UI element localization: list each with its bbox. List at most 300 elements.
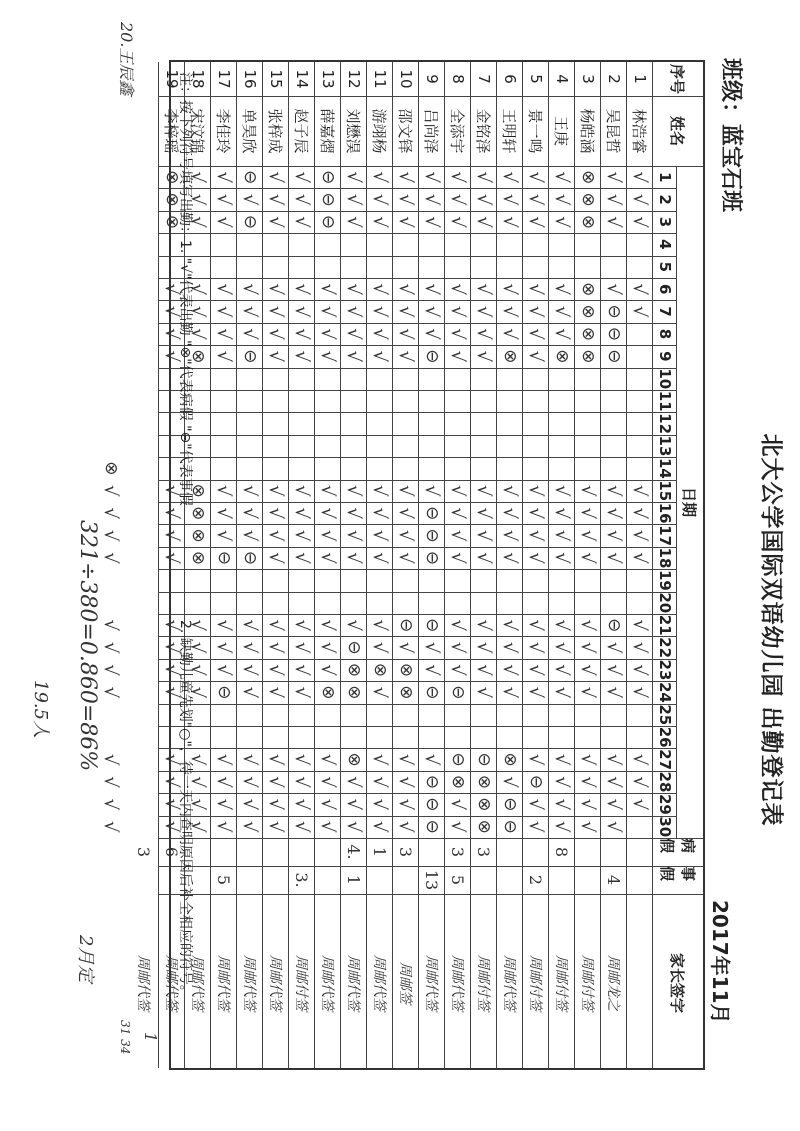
leave-count: 5 bbox=[214, 874, 234, 886]
attendance-mark-present: √ bbox=[447, 552, 469, 564]
attendance-mark-sick: ⊗ bbox=[162, 192, 182, 207]
attendance-mark-present: √ bbox=[525, 350, 547, 363]
attendance-mark-present: √ bbox=[421, 305, 443, 318]
leave-count bbox=[497, 866, 523, 894]
student-name: 王明轩 bbox=[500, 108, 519, 154]
grid-line-v bbox=[159, 547, 677, 548]
legend-note: 注：按下列符号填写出勤：1. "√"代表出勤 "⊗"代表病假 "⊖"代表事假 bbox=[177, 72, 193, 506]
attendance-mark-present: √ bbox=[629, 171, 651, 183]
attendance-mark-present: √ bbox=[447, 664, 469, 676]
attendance-mark-present: √ bbox=[603, 507, 625, 519]
attendance-mark-present: √ bbox=[291, 821, 313, 833]
attendance-mark-sick: ⊗ bbox=[578, 326, 598, 342]
grid-line-h bbox=[626, 62, 627, 1068]
attendance-mark-present: √ bbox=[395, 753, 417, 766]
sick-count bbox=[237, 838, 263, 866]
attendance-mark-leave: ⊖ bbox=[422, 819, 442, 834]
attendance-mark-present: √ bbox=[421, 753, 443, 766]
day-header-28: 28 bbox=[656, 771, 674, 793]
grid-line-v bbox=[159, 323, 677, 324]
attendance-mark-present: √ bbox=[551, 305, 573, 318]
page-title: 北大公学国际双语幼儿园 出勤登记表 bbox=[758, 433, 784, 827]
parent-signature: 周邮龙之 bbox=[605, 955, 621, 1011]
attendance-mark-present: √ bbox=[551, 686, 573, 699]
day-header-13: 13 bbox=[656, 435, 674, 457]
grid-line-h bbox=[522, 62, 523, 1068]
grid-line-v bbox=[159, 524, 677, 525]
attendance-mark-present: √ bbox=[161, 776, 183, 788]
attendance-mark-present: √ bbox=[317, 776, 339, 788]
extra-attendance-mark-present: √ bbox=[100, 821, 122, 833]
leave-count: 13 bbox=[422, 869, 442, 891]
attendance-mark-present: √ bbox=[317, 529, 339, 542]
attendance-mark-present: √ bbox=[317, 798, 339, 811]
grid-line-v bbox=[159, 569, 677, 570]
attendance-mark-present: √ bbox=[265, 753, 287, 766]
attendance-mark-present: √ bbox=[317, 507, 339, 519]
day-header-7: 7 bbox=[656, 306, 674, 317]
attendance-mark-present: √ bbox=[369, 798, 391, 811]
grid-line-h bbox=[288, 62, 289, 1068]
attendance-mark-present: √ bbox=[577, 529, 599, 542]
student-name: 吴昆哲 bbox=[604, 108, 623, 154]
legend-note-item2: 2. 缺勤儿童先划"○"，待一天内查明原因后补全相应的符号。 bbox=[177, 620, 193, 999]
row-seq: 3 bbox=[579, 74, 597, 84]
attendance-mark-leave: ⊖ bbox=[474, 752, 494, 767]
attendance-mark-leave: ⊖ bbox=[240, 550, 260, 566]
attendance-mark-present: √ bbox=[265, 305, 287, 318]
attendance-mark-present: √ bbox=[239, 529, 261, 542]
sick-count bbox=[315, 838, 341, 866]
attendance-mark-sick: ⊗ bbox=[188, 483, 208, 498]
attendance-mark-present: √ bbox=[525, 552, 547, 564]
attendance-mark-present: √ bbox=[343, 328, 365, 340]
attendance-mark-present: √ bbox=[187, 641, 209, 654]
attendance-mark-present: √ bbox=[265, 193, 287, 206]
row-seq: 16 bbox=[241, 69, 259, 89]
parent-signature: 周邮代签 bbox=[241, 955, 257, 1011]
student-name: 薛嘉熠 bbox=[318, 108, 337, 154]
header-personal-leave: 事假 bbox=[658, 866, 697, 882]
grid-line-h bbox=[314, 62, 315, 1068]
attendance-mark-present: √ bbox=[369, 193, 391, 206]
attendance-mark-present: √ bbox=[499, 216, 521, 228]
sick-count bbox=[419, 838, 445, 866]
student-name: 李佳玲 bbox=[214, 108, 233, 154]
row-seq: 7 bbox=[475, 74, 493, 84]
attendance-mark-present: √ bbox=[369, 171, 391, 183]
parent-signature: 周邮付签 bbox=[475, 955, 491, 1011]
attendance-mark-sick: ⊗ bbox=[188, 506, 208, 521]
student-name: 游翊杨 bbox=[370, 108, 389, 154]
attendance-mark-present: √ bbox=[369, 507, 391, 519]
attendance-mark-present: √ bbox=[291, 798, 313, 811]
attendance-mark-present: √ bbox=[343, 171, 365, 183]
attendance-mark-present: √ bbox=[603, 664, 625, 676]
day-header-16: 16 bbox=[656, 502, 674, 524]
attendance-mark-present: √ bbox=[447, 641, 469, 654]
row-seq: 2 bbox=[605, 74, 623, 84]
attendance-mark-present: √ bbox=[187, 328, 209, 340]
attendance-mark-present: √ bbox=[551, 507, 573, 519]
attendance-mark-present: √ bbox=[603, 216, 625, 228]
attendance-mark-sick: ⊗ bbox=[474, 774, 494, 790]
day-header-3: 3 bbox=[656, 216, 674, 228]
attendance-mark-present: √ bbox=[213, 485, 235, 497]
student-name: 吕尚泽 bbox=[422, 108, 441, 154]
day-header-10: 10 bbox=[656, 368, 674, 390]
leave-count: 1 bbox=[344, 874, 364, 886]
attendance-mark-present: √ bbox=[551, 664, 573, 676]
attendance-mark-present: √ bbox=[525, 171, 547, 183]
attendance-mark-present: √ bbox=[603, 171, 625, 183]
attendance-mark-present: √ bbox=[187, 798, 209, 811]
attendance-mark-present: √ bbox=[577, 821, 599, 833]
attendance-mark-leave: ⊖ bbox=[422, 618, 442, 633]
attendance-mark-present: √ bbox=[499, 171, 521, 183]
attendance-mark-present: √ bbox=[161, 664, 183, 676]
parent-signature: 周邮代签 bbox=[215, 955, 231, 1011]
day-header-26: 26 bbox=[656, 726, 674, 748]
attendance-mark-present: √ bbox=[187, 753, 209, 766]
student-name: 张梓成 bbox=[266, 108, 285, 154]
parent-signature: 周邮代签 bbox=[189, 955, 205, 1011]
attendance-mark-present: √ bbox=[265, 641, 287, 654]
leave-count bbox=[315, 866, 341, 894]
day-header-4: 4 bbox=[656, 239, 674, 250]
parent-signature: 周邮付签 bbox=[553, 955, 569, 1011]
attendance-mark-present: √ bbox=[629, 507, 651, 519]
attendance-mark-present: √ bbox=[499, 776, 521, 788]
attendance-mark-present: √ bbox=[525, 664, 547, 676]
attendance-mark-present: √ bbox=[291, 283, 313, 295]
attendance-mark-present: √ bbox=[291, 641, 313, 654]
sick-count: 6 bbox=[162, 846, 182, 858]
attendance-mark-leave: ⊖ bbox=[604, 304, 624, 319]
attendance-mark-present: √ bbox=[161, 485, 183, 497]
attendance-mark-leave: ⊖ bbox=[604, 326, 624, 342]
attendance-mark-present: √ bbox=[213, 328, 235, 340]
attendance-mark-sick: ⊗ bbox=[162, 214, 182, 230]
day-header-6: 6 bbox=[656, 283, 674, 295]
attendance-mark-present: √ bbox=[239, 619, 261, 631]
student-name: 杨皓涵 bbox=[578, 108, 597, 154]
attendance-mark-present: √ bbox=[317, 485, 339, 497]
leave-count bbox=[393, 866, 419, 894]
grid-line-h bbox=[548, 62, 549, 1068]
grid-line-h bbox=[158, 62, 159, 1068]
attendance-mark-present: √ bbox=[629, 193, 651, 206]
attendance-mark-present: √ bbox=[343, 821, 365, 833]
attendance-mark-present: √ bbox=[239, 283, 261, 295]
leave-count bbox=[471, 866, 497, 894]
attendance-mark-sick: ⊗ bbox=[344, 685, 364, 700]
attendance-mark-present: √ bbox=[395, 641, 417, 654]
header-sick-leave: 病假 bbox=[658, 838, 697, 854]
attendance-mark-present: √ bbox=[447, 283, 469, 295]
attendance-mark-present: √ bbox=[499, 193, 521, 206]
attendance-mark-leave: ⊖ bbox=[318, 170, 338, 185]
attendance-mark-present: √ bbox=[161, 619, 183, 631]
attendance-mark-leave: ⊖ bbox=[500, 797, 520, 812]
attendance-mark-present: √ bbox=[551, 776, 573, 788]
extra-parent-signature: 周邮代签 bbox=[135, 955, 151, 1011]
grid-line-v bbox=[159, 894, 703, 895]
attendance-mark-present: √ bbox=[369, 529, 391, 542]
sick-count bbox=[211, 838, 237, 866]
attendance-mark-present: √ bbox=[187, 283, 209, 295]
attendance-mark-present: √ bbox=[369, 350, 391, 363]
attendance-mark-present: √ bbox=[603, 283, 625, 295]
grid-line-v bbox=[159, 838, 703, 839]
sick-count: 1 bbox=[370, 846, 390, 858]
attendance-mark-present: √ bbox=[187, 686, 209, 699]
leave-count: 4 bbox=[604, 874, 624, 886]
attendance-mark-leave: ⊖ bbox=[422, 774, 442, 790]
attendance-mark-present: √ bbox=[499, 529, 521, 542]
attendance-mark-present: √ bbox=[213, 821, 235, 833]
leave-count bbox=[237, 866, 263, 894]
attendance-mark-present: √ bbox=[473, 305, 495, 318]
attendance-mark-leave: ⊖ bbox=[240, 349, 260, 364]
attendance-mark-present: √ bbox=[577, 798, 599, 811]
attendance-mark-present: √ bbox=[629, 776, 651, 788]
attendance-mark-present: √ bbox=[395, 171, 417, 183]
attendance-mark-present: √ bbox=[265, 350, 287, 363]
attendance-mark-present: √ bbox=[577, 485, 599, 497]
attendance-mark-present: √ bbox=[213, 641, 235, 654]
attendance-mark-present: √ bbox=[187, 821, 209, 833]
extra-attendance-mark-present: √ bbox=[100, 485, 122, 497]
grid-line-h bbox=[392, 62, 393, 1068]
attendance-mark-present: √ bbox=[213, 753, 235, 766]
day-header-27: 27 bbox=[656, 749, 674, 771]
sick-count bbox=[497, 838, 523, 866]
day-header-9: 9 bbox=[656, 351, 674, 362]
day-header-19: 19 bbox=[656, 569, 674, 591]
student-name: 赵子辰 bbox=[292, 108, 311, 154]
attendance-mark-present: √ bbox=[421, 171, 443, 183]
attendance-mark-present: √ bbox=[369, 776, 391, 788]
attendance-mark-present: √ bbox=[239, 507, 261, 519]
attendance-mark-leave: ⊖ bbox=[214, 685, 234, 700]
attendance-mark-present: √ bbox=[473, 641, 495, 654]
grid-line-h bbox=[574, 62, 575, 1068]
extra-attendance-mark-present: √ bbox=[100, 641, 122, 654]
attendance-mark-present: √ bbox=[499, 283, 521, 295]
grid-line-v bbox=[159, 166, 703, 167]
day-header-21: 21 bbox=[656, 614, 674, 636]
attendance-mark-present: √ bbox=[603, 485, 625, 497]
day-header-8: 8 bbox=[656, 328, 674, 340]
attendance-mark-sick: ⊗ bbox=[500, 349, 520, 364]
header-seq: 序号 bbox=[668, 63, 687, 94]
attendance-mark-present: √ bbox=[239, 821, 261, 833]
attendance-mark-present: √ bbox=[499, 507, 521, 519]
attendance-mark-present: √ bbox=[629, 619, 651, 631]
attendance-mark-present: √ bbox=[577, 686, 599, 699]
attendance-mark-present: √ bbox=[603, 193, 625, 206]
student-name: 宋汶锦 bbox=[188, 108, 207, 154]
attendance-mark-present: √ bbox=[161, 552, 183, 564]
grid-line-v bbox=[159, 726, 677, 727]
attendance-mark-leave: ⊖ bbox=[526, 774, 546, 790]
grid-line-v bbox=[159, 704, 677, 705]
attendance-mark-present: √ bbox=[577, 664, 599, 676]
attendance-mark-present: √ bbox=[187, 776, 209, 788]
attendance-mark-present: √ bbox=[447, 328, 469, 340]
attendance-mark-present: √ bbox=[473, 686, 495, 699]
attendance-mark-present: √ bbox=[317, 619, 339, 631]
attendance-mark-present: √ bbox=[525, 485, 547, 497]
attendance-mark-present: √ bbox=[525, 283, 547, 295]
header-parent-sign: 家长签字 bbox=[668, 952, 687, 1013]
attendance-mark-present: √ bbox=[499, 664, 521, 676]
attendance-mark-present: √ bbox=[343, 619, 365, 631]
attendance-mark-present: √ bbox=[473, 619, 495, 631]
attendance-mark-present: √ bbox=[447, 619, 469, 631]
attendance-mark-present: √ bbox=[343, 798, 365, 811]
sick-count bbox=[575, 838, 601, 866]
attendance-mark-present: √ bbox=[421, 216, 443, 228]
attendance-mark-present: √ bbox=[291, 552, 313, 564]
attendance-mark-present: √ bbox=[499, 619, 521, 631]
attendance-mark-present: √ bbox=[395, 776, 417, 788]
row-seq: 9 bbox=[423, 74, 441, 84]
attendance-mark-present: √ bbox=[629, 798, 651, 811]
grid-line-v bbox=[159, 614, 677, 615]
attendance-mark-present: √ bbox=[291, 305, 313, 318]
attendance-mark-present: √ bbox=[629, 305, 651, 318]
attendance-mark-present: √ bbox=[343, 776, 365, 788]
leave-count: 2 bbox=[526, 874, 546, 886]
row-seq: 19 bbox=[163, 69, 181, 89]
day-header-22: 22 bbox=[656, 637, 674, 659]
grid-line-v bbox=[159, 300, 677, 301]
attendance-mark-present: √ bbox=[577, 619, 599, 631]
attendance-mark-present: √ bbox=[265, 619, 287, 631]
extra-attendance-mark-present: √ bbox=[100, 664, 122, 676]
attendance-mark-present: √ bbox=[473, 552, 495, 564]
attendance-mark-present: √ bbox=[265, 529, 287, 542]
attendance-mark-present: √ bbox=[447, 305, 469, 318]
sick-count: 3 bbox=[448, 846, 468, 858]
attendance-mark-present: √ bbox=[369, 619, 391, 631]
extra-sick-count: 3 bbox=[134, 846, 154, 858]
day-header-25: 25 bbox=[656, 704, 674, 726]
attendance-mark-present: √ bbox=[499, 485, 521, 497]
attendance-mark-present: √ bbox=[161, 641, 183, 654]
attendance-mark-sick: ⊗ bbox=[578, 304, 598, 319]
grid-line-h bbox=[652, 62, 653, 1068]
leave-count: 3. bbox=[292, 872, 312, 888]
student-name: 邵文铎 bbox=[396, 108, 415, 154]
attendance-mark-present: √ bbox=[629, 686, 651, 699]
attendance-mark-present: √ bbox=[343, 529, 365, 542]
attendance-mark-present: √ bbox=[213, 171, 235, 183]
attendance-mark-present: √ bbox=[551, 641, 573, 654]
month-label: 2017年11月 bbox=[708, 900, 732, 1024]
student-name: 景一鸣 bbox=[526, 108, 545, 154]
attendance-mark-present: √ bbox=[473, 171, 495, 183]
parent-signature: 周邮代签 bbox=[267, 955, 283, 1011]
row-seq: 17 bbox=[215, 69, 233, 89]
attendance-mark-present: √ bbox=[343, 305, 365, 318]
attendance-mark-present: √ bbox=[343, 193, 365, 206]
attendance-mark-present: √ bbox=[265, 171, 287, 183]
attendance-mark-present: √ bbox=[265, 664, 287, 676]
sick-count bbox=[263, 838, 289, 866]
day-header-2: 2 bbox=[656, 194, 674, 205]
attendance-mark-present: √ bbox=[525, 798, 547, 811]
attendance-mark-present: √ bbox=[343, 552, 365, 564]
attendance-mark-present: √ bbox=[525, 821, 547, 833]
row-seq: 6 bbox=[501, 74, 519, 84]
header-name: 姓名 bbox=[668, 115, 687, 146]
attendance-mark-leave: ⊖ bbox=[396, 618, 416, 633]
attendance-mark-present: √ bbox=[265, 507, 287, 519]
extra-attendance-mark-present: √ bbox=[100, 686, 122, 699]
handwritten-calculation: 321÷380=0.860=86% bbox=[75, 520, 100, 772]
grid-line-v bbox=[159, 480, 677, 481]
row-seq: 8 bbox=[449, 74, 467, 84]
attendance-mark-present: √ bbox=[525, 619, 547, 631]
attendance-mark-present: √ bbox=[395, 529, 417, 542]
attendance-mark-sick: ⊗ bbox=[344, 662, 364, 678]
row-seq: 10 bbox=[397, 69, 415, 89]
sick-count: 3 bbox=[474, 846, 494, 858]
parent-signature: 周邮代签 bbox=[449, 955, 465, 1011]
attendance-mark-present: √ bbox=[213, 216, 235, 228]
parent-signature: 周邮付签 bbox=[527, 955, 543, 1011]
attendance-mark-present: √ bbox=[629, 216, 651, 228]
attendance-mark-present: √ bbox=[317, 641, 339, 654]
grid-line-v bbox=[159, 793, 677, 794]
attendance-mark-present: √ bbox=[239, 798, 261, 811]
grid-line-h bbox=[340, 62, 341, 1068]
attendance-mark-present: √ bbox=[369, 283, 391, 295]
student-name: 林浩睿 bbox=[630, 108, 649, 154]
attendance-mark-present: √ bbox=[291, 171, 313, 183]
attendance-mark-present: √ bbox=[343, 507, 365, 519]
attendance-mark-sick: ⊗ bbox=[188, 349, 208, 364]
attendance-mark-present: √ bbox=[239, 776, 261, 788]
student-name: 刘懋淏 bbox=[344, 108, 363, 154]
attendance-mark-present: √ bbox=[551, 619, 573, 631]
parent-signature: 周邮付签 bbox=[579, 955, 595, 1011]
attendance-mark-present: √ bbox=[317, 305, 339, 318]
leave-count bbox=[575, 866, 601, 894]
attendance-mark-present: √ bbox=[525, 328, 547, 340]
attendance-mark-present: √ bbox=[395, 507, 417, 519]
attendance-mark-leave: ⊖ bbox=[604, 618, 624, 633]
attendance-mark-present: √ bbox=[317, 328, 339, 340]
attendance-mark-present: √ bbox=[603, 686, 625, 699]
attendance-mark-present: √ bbox=[629, 641, 651, 654]
attendance-mark-present: √ bbox=[525, 529, 547, 542]
attendance-mark-present: √ bbox=[473, 664, 495, 676]
attendance-mark-present: √ bbox=[369, 821, 391, 833]
attendance-mark-present: √ bbox=[343, 350, 365, 363]
leave-count bbox=[367, 866, 393, 894]
attendance-mark-sick: ⊗ bbox=[370, 662, 390, 678]
attendance-mark-present: √ bbox=[369, 216, 391, 228]
attendance-mark-present: √ bbox=[395, 350, 417, 363]
attendance-mark-present: √ bbox=[551, 821, 573, 833]
attendance-mark-present: √ bbox=[239, 641, 261, 654]
grid-line-v bbox=[159, 771, 677, 772]
attendance-mark-present: √ bbox=[499, 686, 521, 699]
